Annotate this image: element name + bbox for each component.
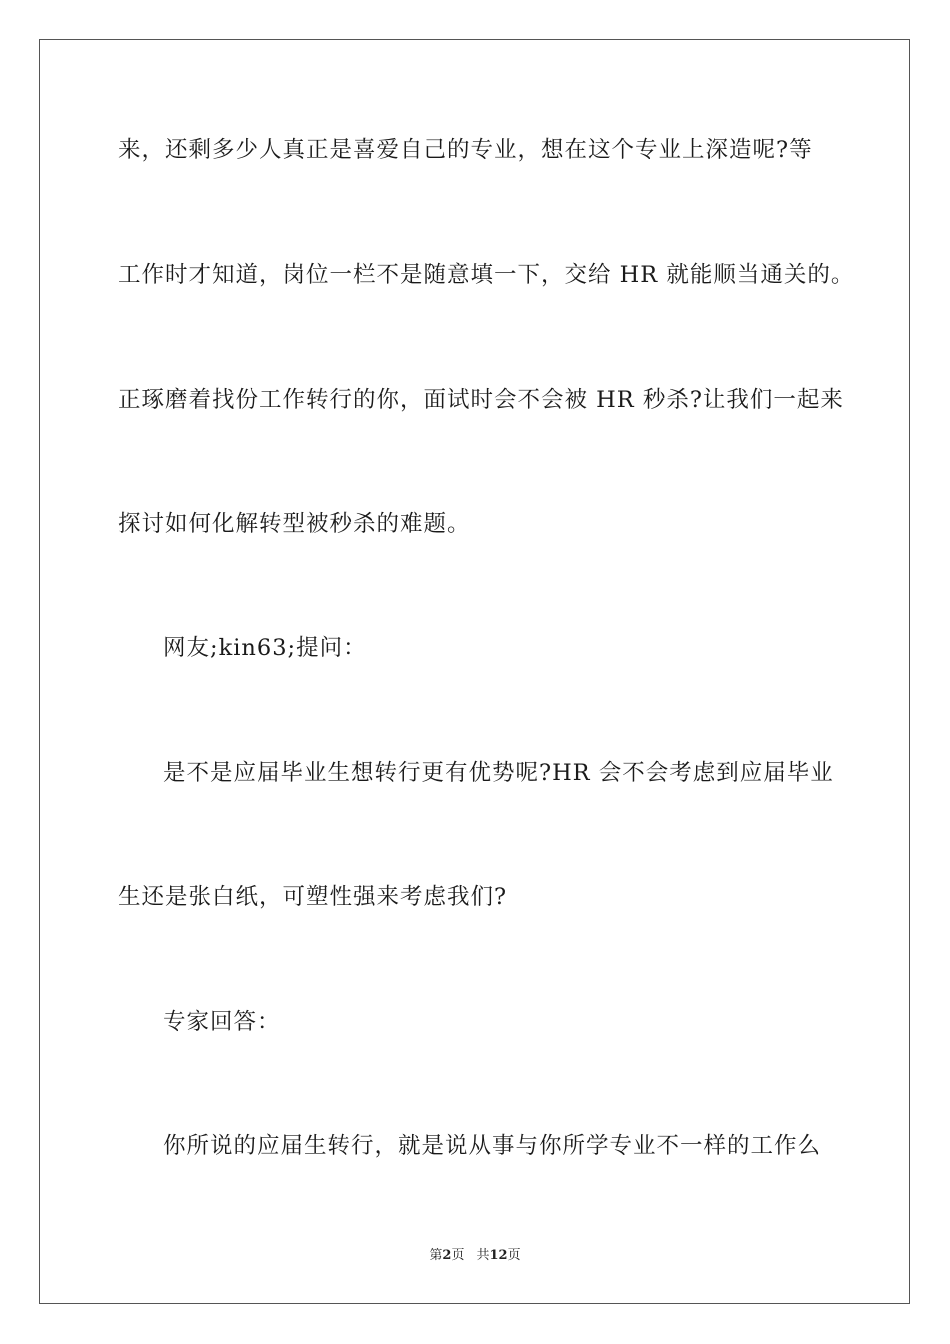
total-suffix: 页 <box>507 1248 521 1263</box>
answer-label: 专家回答： <box>163 1009 281 1035</box>
total-pages: 12 <box>489 1248 508 1263</box>
text-line: 你所说的应届生转行，就是说从事与你所学专业不一样的工作么 <box>163 1133 822 1159</box>
text-line: 正琢磨着找份工作转行的你，面试时会不会被 HR 秒杀?让我们一起来 <box>118 387 844 413</box>
total-prefix: 共 <box>476 1248 490 1263</box>
page-number: 2 <box>442 1248 452 1263</box>
text-line: 探讨如何化解转型被秒杀的难题。 <box>118 511 471 537</box>
page-border <box>39 39 910 1304</box>
text-line: 来，还剩多少人真正是喜爱自己的专业，想在这个专业上深造呢?等 <box>118 137 813 163</box>
page-suffix: 页 <box>451 1248 465 1263</box>
text-line: 工作时才知道，岗位一栏不是随意填一下，交给 HR 就能顺当通关的。 <box>118 262 855 288</box>
page-prefix: 第 <box>429 1248 443 1263</box>
page-footer <box>0 1247 950 1265</box>
text-line: 是不是应届毕业生想转行更有优势呢?HR 会不会考虑到应届毕业 <box>163 760 834 786</box>
text-line: 生还是张白纸，可塑性强来考虑我们? <box>118 884 508 910</box>
question-label: 网友;kin63;提问： <box>163 635 367 661</box>
